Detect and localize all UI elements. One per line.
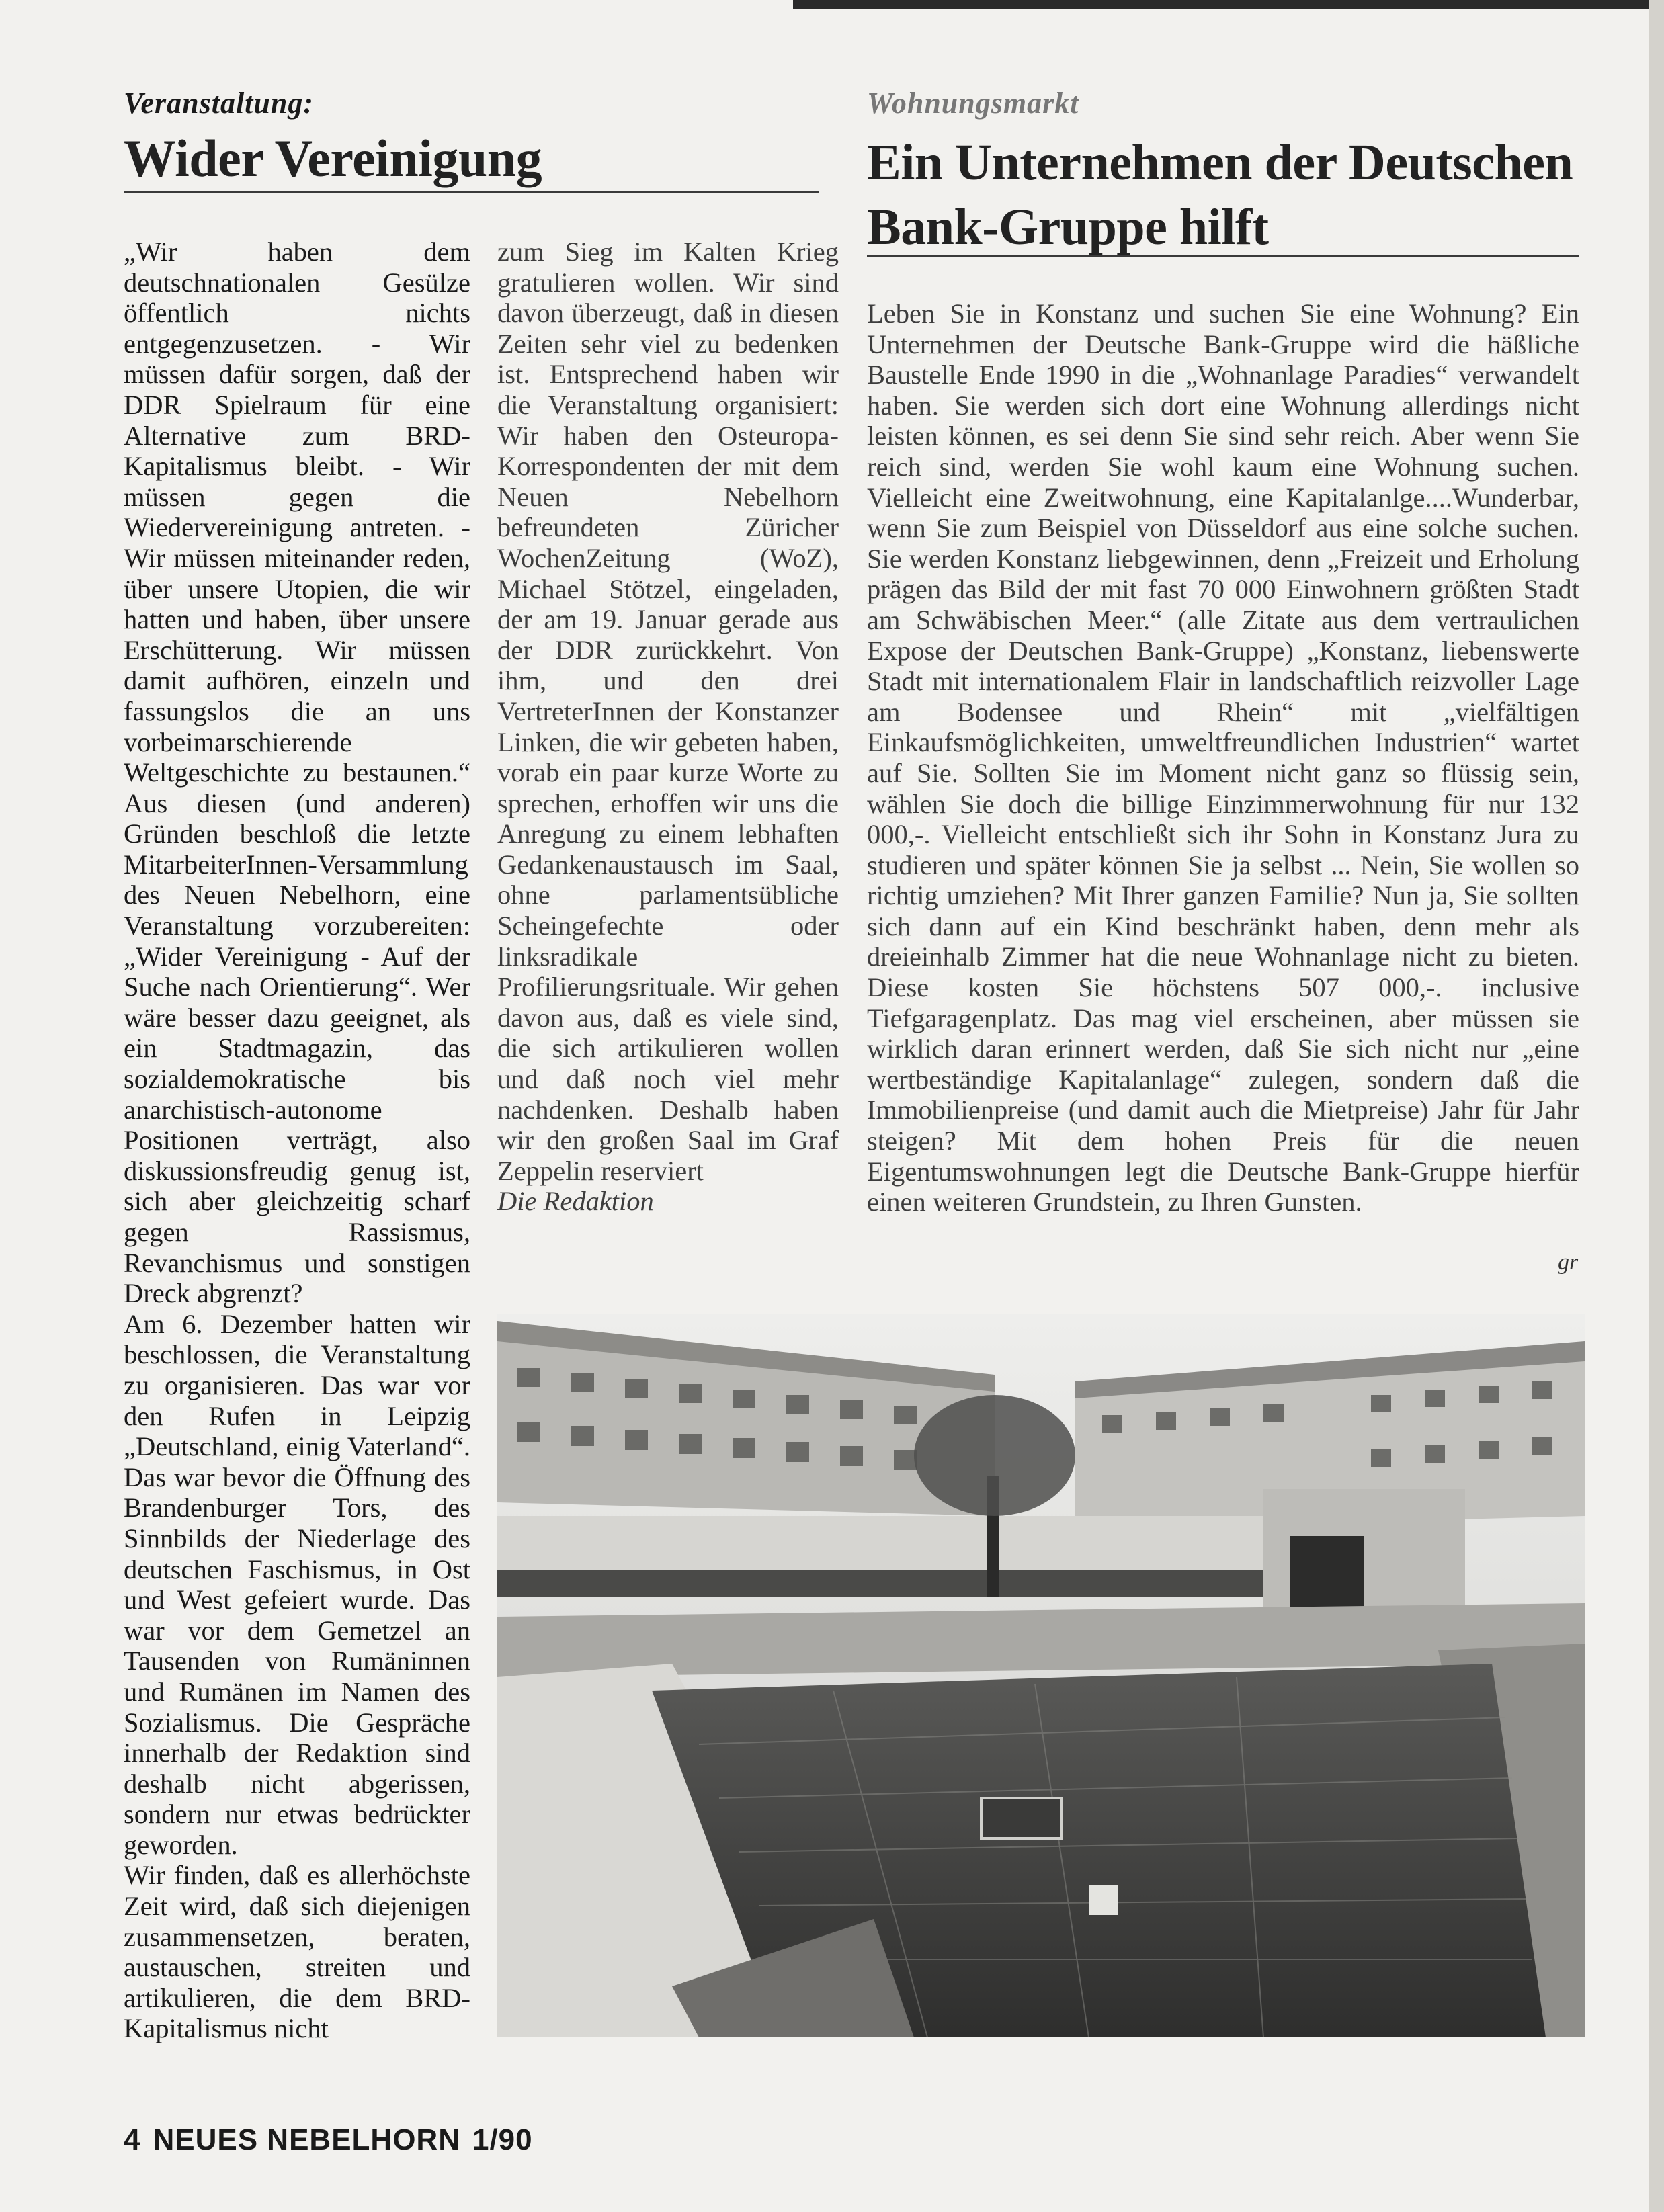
left-col1-paragraph-2: Am 6. Dezember hatten wir beschlossen, die Veranstaltung zu organisieren. Das war vor den Rufen in Leipzig „Deutschland, einig Vaterland“. Das war bevor die Öffnung des Brandenburger Tors, des Sinnbilds der Niederlage des deutschen Faschismus, in Ost und West gefeiert wurde. Das war vor dem Gemetzel an Tausenden von Rumäninnen und Rumänen im Namen des Sozialismus. Die Gespräche innerhalb der Redaktion sind deshalb nicht abgerissen, sondern nur etwas bedrückter geworden. <box>124 1308 470 1860</box>
construction-site-illustration <box>497 1314 1585 2037</box>
construction-site-photo <box>497 1314 1585 2037</box>
left-headline-rule <box>124 191 819 193</box>
left-article-headline: Wider Vereinigung <box>124 129 542 187</box>
right-article-byline: gr <box>1558 1250 1579 1275</box>
issue-number: 1/90 <box>472 2123 533 2156</box>
right-article-body <box>867 298 1579 1218</box>
magazine-name: NEUES NEBELHORN <box>153 2123 460 2156</box>
left-article-signature: Die Redaktion <box>497 1186 654 1217</box>
right-headline-rule <box>867 255 1579 257</box>
left-col1-paragraph-3: Wir finden, daß es allerhöchste Zeit wird, daß sich diejenigen zusammensetzen, beraten, austauschen, streiten und artikulieren, die dem BRD-Kapitalismus nicht <box>124 1860 470 2044</box>
scan-top-edge <box>793 0 1664 9</box>
left-article-kicker: Veranstaltung: <box>124 87 314 120</box>
right-article-headline: Ein Unternehmen der Deutschen Bank-Gruppe hilft <box>867 134 1573 255</box>
left-col2-paragraph: zum Sieg im Kalten Krieg gratulieren wollen. Wir sind davon überzeugt, daß in diesen Zeiten sehr viel zu bedenken ist. Entsprechend haben wir die Veranstaltung organisiert: Wir haben den Osteuropa-Korrespondenten der mit dem Neuen Nebelhorn befreundeten Züricher WochenZeitung (WoZ), Michael Stötzel, eingeladen, der am 19. Januar gerade aus der DDR zurückkehrt. Von ihm, und den drei VertreterInnen der Konstanzer Linken, die wir gebeten haben, vorab ein paar kurze Worte zu sprechen, erhoffen wir uns die Anregung zu einem lebhaften Gedankenaustausch im Saal, ohne parlamentsübliche Scheingefechte oder linksradikale Profilierungsrituale. Wir gehen davon aus, daß es viele sind, die sich artikulieren wollen und daß noch viel mehr nachdenken. Deshalb haben wir den großen Saal im Graf Zeppelin reserviert <box>497 237 839 1186</box>
page-number: 4 <box>124 2123 141 2156</box>
right-article-kicker: Wohnungsmarkt <box>867 87 1079 120</box>
page-footer <box>124 2123 545 2157</box>
left-col1-paragraph-1: „Wir haben dem deutschnationalen Gesülze öffentlich nichts entgegenzusetzen. - Wir müssen dafür sorgen, daß der DDR Spielraum für eine Alternative zum BRD-Kapitalismus bleibt. - Wir müssen gegen die Wiedervereinigung antreten. - Wir müssen miteinander reden, über unsere Utopien, die wir hatten und haben, über unsere Erschütterung. Wir müssen damit aufhören, einzeln und fassungslos die an uns vorbeimarschierende Weltgeschichte zu bestaunen.“ Aus diesen (und anderen) Gründen beschloß die letzte MitarbeiterInnen-Versammlung des Neuen Nebelhorn, eine Veranstaltung vorzubereiten: „Wider Vereinigung - Auf der Suche nach Orientierung“. Wer wäre besser dazu geeignet, als ein Stadtmagazin, das sozialdemokratische bis anarchistisch-autonome Positionen verträgt, also diskussionsfreudig genug ist, sich aber gleichzeitig scharf gegen Rassismus, Revanchismus und sonstigen Dreck abgrenzt? <box>124 237 470 1309</box>
scan-right-edge <box>1649 0 1664 2212</box>
left-article-column-2 <box>497 237 839 1217</box>
left-article-column-1 <box>124 237 470 2044</box>
right-article-paragraph: Leben Sie in Konstanz und suchen Sie eine Wohnung? Ein Unternehmen der Deutsche Bank-Gruppe wird die häßliche Baustelle Ende 1990 in die „Wohnanlage Paradies“ verwandelt haben. Sie werden sich dort eine Wohnung allerdings nicht leisten können, es sei denn Sie sind sehr reich. Aber wenn Sie reich sind, werden Sie wohl kaum eine Wohnung suchen. Vielleicht eine Zweitwohnung, eine Kapitalanlge....Wunderbar, wenn Sie zum Beispiel von Düsseldorf aus eine solche suchen. Sie werden Konstanz liebgewinnen, denn „Freizeit und Erholung prägen das Bild der mit fast 70 000 Einwohnern größten Stadt am Schwäbischen Meer.“ (alle Zitate aus dem vertraulichen Expose der Deutschen Bank-Gruppe) „Konstanz, liebenswerte Stadt mit internationalem Flair in landschaftlich reizvoller Lage am Bodensee und Rhein“ mit „vielfältigen Einkaufsmöglichkeiten, umweltfreundlichen Industrien“ wartet auf Sie. Sollten Sie im Moment nicht ganz so flüssig sein, wählen Sie doch die billige Einzimmerwohnung für nur 132 000,-. Vielleicht entschließt sich ihr Sohn in Konstanz Jura zu studieren und später können Sie ja selbst ... Nein, Sie wollen so richtig umziehen? Mit Ihrer ganzen Familie? Nun ja, Sie sollten sich dann auf ein Kind beschränkt haben, denn mehr als dreieinhalb Zimmer hat die neue Wohnanlage nicht zu bieten. Diese kosten Sie höchstens 507 000,-. inclusive Tiefgaragenplatz. Das mag viel erscheinen, aber müssen sie wirklich daran erinnert werden, daß Sie sich nicht nur „eine wertbeständige Kapitalanlage“ zulegen, sondern daß die Immobilienpreise (und damit auch die Mietpreise) Jahr für Jahr steigen? Mit dem hohen Preis für die neuen Eigentumswohnungen legt die Deutsche Bank-Gruppe hierfür einen weiteren Grundstein, zu Ihren Gunsten. <box>867 298 1579 1218</box>
